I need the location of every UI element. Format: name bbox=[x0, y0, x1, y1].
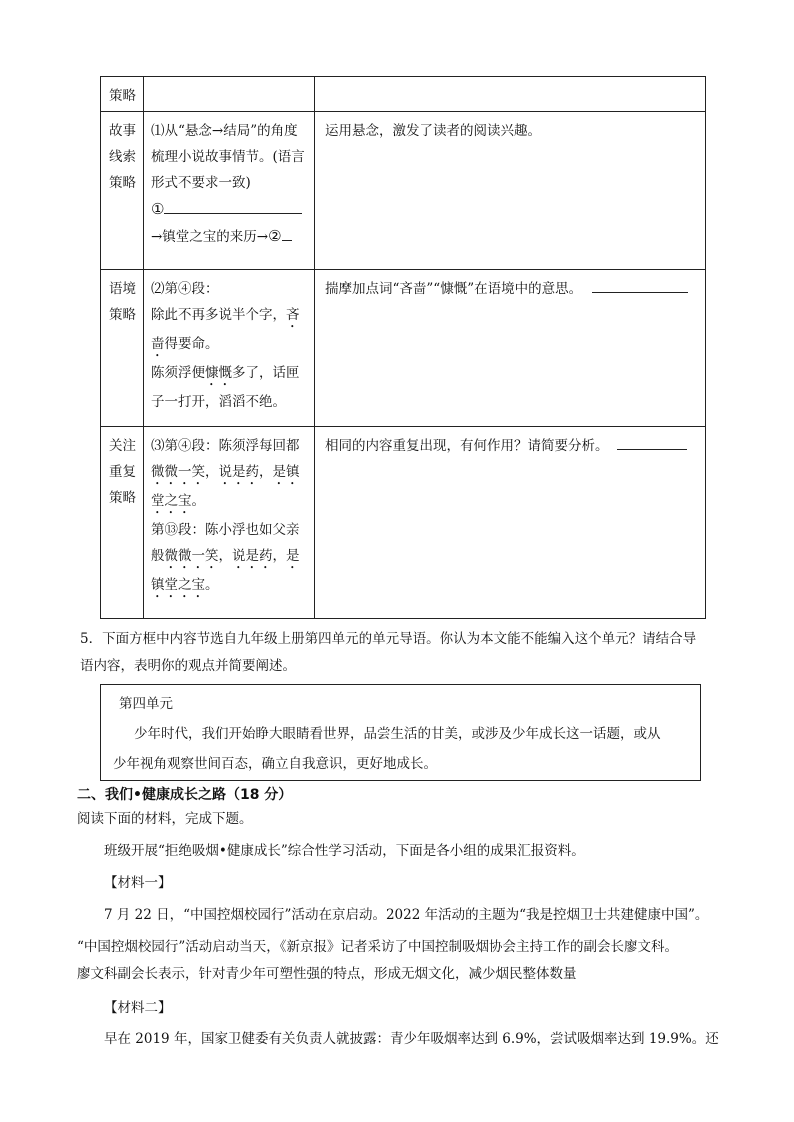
emphasized-phrase: 堂之宝 bbox=[151, 493, 192, 509]
content-text: →镇堂之宝的来历→ bbox=[151, 229, 269, 245]
quote-text: 得要命。 bbox=[164, 336, 219, 352]
task-cell bbox=[315, 270, 706, 427]
paragraph-line: “中国控烟校园行”活动启动当天，《新京报》记者采访了中国控制吸烟协会主持工作的副会长廖文科。 bbox=[77, 939, 679, 955]
section-heading: 二、我们•健康成长之路（18 分） bbox=[77, 787, 293, 803]
task-text: 揣摩加点词“吝啬”“慷慨”在语境中的意思。 bbox=[325, 281, 583, 297]
table-row bbox=[101, 112, 706, 270]
strategy-label: 策略 bbox=[109, 490, 136, 506]
quote-line bbox=[151, 543, 310, 572]
strategy-label: 策略 bbox=[109, 88, 136, 104]
answer-blank[interactable] bbox=[592, 279, 688, 293]
quote-line bbox=[151, 360, 310, 389]
answer-blank-2[interactable] bbox=[282, 227, 292, 241]
table-row bbox=[101, 427, 706, 619]
quote-text: 子一打开，滔滔不绝。 bbox=[151, 394, 286, 410]
strategy-label-cell bbox=[101, 112, 144, 270]
instruction-text: 阅读下面的材料，完成下题。 bbox=[77, 811, 253, 827]
task-line bbox=[325, 433, 705, 459]
emphasized-word: 吝 bbox=[286, 307, 300, 323]
strategy-label: 策略 bbox=[109, 307, 136, 323]
question-text: 5．下面方框中内容节选自九年级上册第四单元的单元导语。你认为本文能不能编入这个单元？请结合导 bbox=[80, 631, 697, 647]
strategy-label: 线索 bbox=[109, 149, 136, 165]
quote-text: 。 bbox=[191, 493, 205, 509]
task-cell bbox=[315, 77, 706, 112]
unit-text: 少年视角观察世间百态，确立自我意识，更好地成长。 bbox=[113, 756, 437, 772]
question-5 bbox=[80, 626, 730, 680]
task-line bbox=[325, 276, 705, 302]
quote-line bbox=[151, 331, 310, 360]
task-text: 相同的内容重复出现，有何作用？请简要分析。 bbox=[325, 438, 609, 454]
strategy-label: 策略 bbox=[109, 175, 136, 191]
strategy-label-cell bbox=[101, 77, 144, 112]
question-text: 语内容，表明你的观点并简要阐述。 bbox=[80, 658, 296, 674]
unit-intro-box bbox=[100, 684, 701, 781]
content-text: ⑵第④段： bbox=[151, 281, 219, 297]
material-1-title: 【材料一】 bbox=[104, 875, 172, 891]
content-text: 形式不要求一致) bbox=[151, 175, 251, 191]
paragraph: 班级开展“拒绝吸烟•健康成长”综合性学习活动，下面是各小组的成果汇报资料。 bbox=[104, 843, 585, 859]
answer-blank-line bbox=[151, 223, 310, 250]
answer-blank-line bbox=[151, 196, 310, 223]
paragraph bbox=[77, 934, 747, 988]
emphasized-phrase: 微微一笑，说是药，是镇 bbox=[151, 464, 300, 480]
strategy-label-cell bbox=[101, 270, 144, 427]
emphasized-phrase: 镇堂之宝 bbox=[151, 577, 205, 593]
content-cell bbox=[144, 427, 315, 619]
quote-text: 除此不再多说半个字， bbox=[151, 307, 286, 323]
answer-blank[interactable] bbox=[617, 436, 687, 450]
content-cell bbox=[144, 112, 315, 270]
paragraph: 7 月 22 日，“中国控烟校园行”活动在京启动。2022 年活动的主题为“我是控烟卫士共建健康中国”。 bbox=[104, 907, 709, 923]
unit-text: 少年时代，我们开始睁大眼睛看世界，品尝生活的甘美，或涉及少年成长这一话题，或从 bbox=[134, 726, 661, 742]
reading-strategy-table bbox=[100, 76, 706, 619]
emphasized-word: 慷慨 bbox=[205, 365, 232, 381]
quote-text: 多了，话匣 bbox=[232, 365, 300, 381]
content-text: ⑶第④段：陈须浮每回都 bbox=[151, 438, 300, 454]
strategy-label: 重复 bbox=[109, 464, 136, 480]
strategy-label: 故事 bbox=[109, 123, 136, 139]
content-text: 梳理小说故事情节。(语言 bbox=[151, 149, 305, 165]
task-cell bbox=[315, 427, 706, 619]
content-text: ⑴从“悬念→结局”的角度 bbox=[151, 123, 298, 139]
content-text: 第⑬段：陈小浮也如父亲 bbox=[151, 522, 300, 538]
strategy-label-cell bbox=[101, 427, 144, 619]
strategy-label: 关注 bbox=[109, 438, 136, 454]
strategy-label: 语境 bbox=[109, 281, 136, 297]
task-text: 运用悬念，激发了读者的阅读兴趣。 bbox=[325, 123, 541, 139]
paragraph-line: 廖文科副会长表示，针对青少年可塑性强的特点，形成无烟文化，减少烟民整体数量 bbox=[77, 966, 577, 982]
table-row bbox=[101, 270, 706, 427]
content-cell bbox=[144, 270, 315, 427]
material-2-title: 【材料二】 bbox=[104, 1000, 172, 1016]
table-row bbox=[101, 77, 706, 112]
task-cell bbox=[315, 112, 706, 270]
emphasized-word: 啬 bbox=[151, 336, 165, 352]
quote-text: 。 bbox=[205, 577, 219, 593]
quote-line bbox=[151, 572, 310, 601]
quote-line bbox=[151, 302, 310, 331]
blank-marker-2: ② bbox=[268, 227, 282, 245]
answer-blank-1[interactable] bbox=[164, 200, 302, 214]
paragraph: 早在 2019 年，国家卫健委有关负责人就披露：青少年吸烟率达到 6.9%，尝试吸烟率达到 19.9%。还 bbox=[104, 1031, 719, 1047]
content-cell bbox=[144, 77, 315, 112]
quote-line bbox=[151, 488, 310, 517]
blank-marker-1: ① bbox=[151, 200, 165, 218]
unit-title: 第四单元 bbox=[119, 696, 173, 712]
quote-text: 般 bbox=[151, 548, 165, 564]
quote-line bbox=[151, 459, 310, 488]
emphasized-phrase: 微微一笑，说是药，是 bbox=[164, 548, 300, 564]
quote-text: 陈须浮便 bbox=[151, 365, 205, 381]
